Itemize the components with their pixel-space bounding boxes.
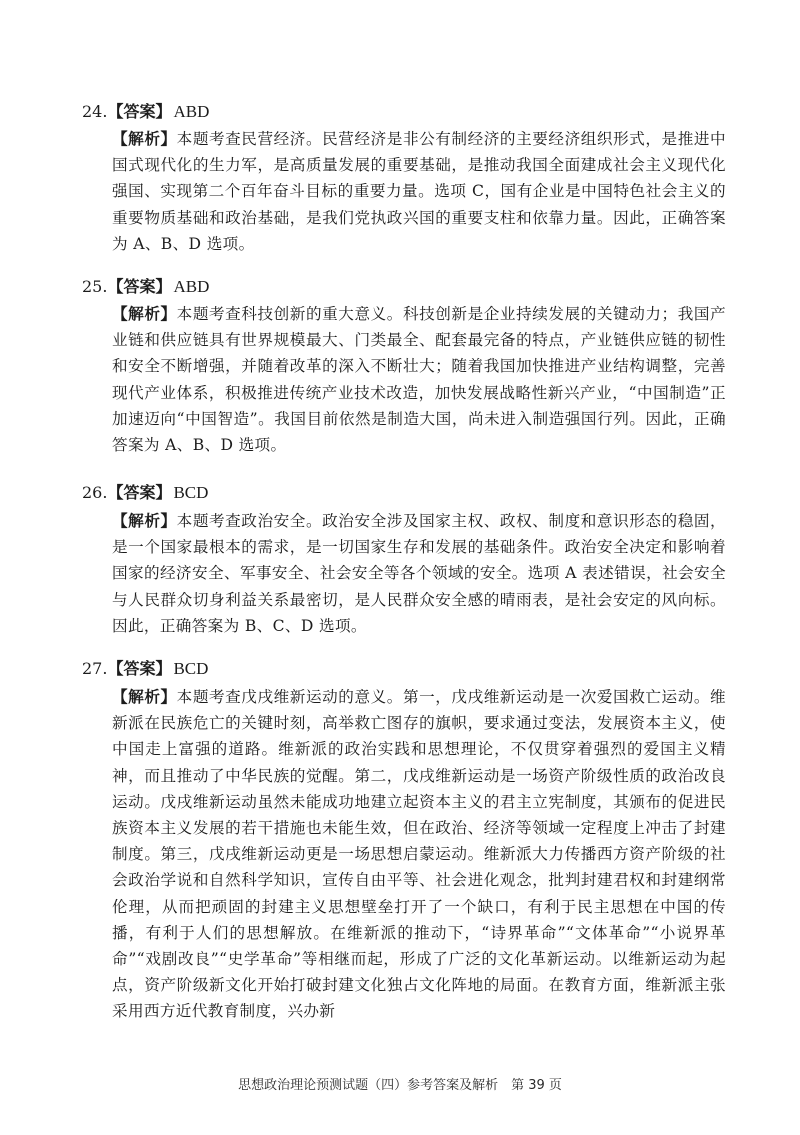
analysis-tag: 【解析】 (112, 511, 177, 530)
answer-line-27 (82, 656, 208, 682)
answer-tag: 【答案】 (107, 483, 172, 502)
question-number: 24. (82, 102, 108, 121)
analysis-paragraph-26 (112, 508, 726, 639)
question-number: 25. (82, 277, 108, 296)
analysis-text: 本题考查科技创新的重大意义。科技创新是企业持续发展的关键动力；我国产业链和供应链具有世界规模最大、门类最全、配套最完备的特点，产业链供应链的韧性和安全不断增强，并随着改革的深入不断壮大；随着我国加快推进产业结构调整，完善现代产业体系，积极推进传统产业技术改造，加快发展战略性新兴产业，“中国制造”正加速迈向“中国智造”。我国目前依然是制造大国，尚未进入制造强国行列。因此，正确答案为 A、B、D 选项。 (112, 305, 726, 455)
analysis-tag: 【解析】 (112, 304, 177, 323)
analysis-text: 本题考查戊戌维新运动的意义。第一，戊戌维新运动是一次爱国救亡运动。维新派在民族危亡的关键时刻，高举救亡图存的旗帜，要求通过变法，发展资本主义，使中国走上富强的道路。维新派的政治实践和思想理论，不仅贯穿着强烈的爱国主义精神，而且推动了中华民族的觉醒。第二，戊戌维新运动是一场资产阶级性质的政治改良运动。戊戌维新运动虽然未能成功地建立起资本主义的君主立宪制度，其颁布的促进民族资本主义发展的若干措施也未能生效，但在政治、经济等领域一定程度上冲击了封建制度。第三，戊戌维新运动更是一场思想启蒙运动。维新派大力传播西方资产阶级的社会政治学说和自然科学知识，宣传自由平等、社会进化观念，批判封建君权和封建纲常伦理，从而把顽固的封建主义思想壁垒打开了一个缺口，有利于民主思想在中国的传播，有利于人们的思想解放。在维新派的推动下，“诗界革命”“文体革命”“小说界革命”“戏剧改良”“史学革命”等相继而起，形成了广泛的文化革新运动。以维新运动为起点，资产阶级新文化开始打破封建文化独占文化阵地的局面。在教育方面，维新派主张采用西方近代教育制度，兴办新 (112, 688, 726, 1021)
answer-line-25 (82, 274, 209, 300)
analysis-paragraph-25 (112, 301, 726, 458)
question-number: 26. (82, 483, 108, 502)
answer-value: BCD (173, 659, 209, 678)
analysis-tag: 【解析】 (112, 129, 177, 148)
analysis-text: 本题考查政治安全。政治安全涉及国家主权、政权、制度和意识形态的稳固，是一个国家最根本的需求，是一切国家生存和发展的基础条件。政治安全决定和影响着国家的经济安全、军事安全、社会安全等各个领域的安全。选项 A 表述错误，社会安全与人民群众切身利益关系最密切，是人民群众安全感的晴雨表，是社会安定的风向标。因此，正确答案为 B、C、D 选项。 (112, 512, 726, 635)
analysis-paragraph-24 (112, 126, 726, 257)
answer-line-24 (82, 99, 209, 125)
analysis-text: 本题考查民营经济。民营经济是非公有制经济的主要经济组织形式，是推进中国式现代化的生力军，是高质量发展的重要基础，是推动我国全面建成社会主义现代化强国、实现第二个百年奋斗目标的重要力量。选项 C，国有企业是中国特色社会主义的重要物质基础和政治基础，是我们党执政兴国的重要支柱和依靠力量。因此，正确答案为 A、B、D 选项。 (112, 130, 726, 253)
question-number: 27. (82, 659, 108, 678)
answer-tag: 【答案】 (107, 659, 172, 678)
answer-tag: 【答案】 (107, 277, 172, 296)
analysis-paragraph-27 (112, 684, 726, 1025)
analysis-tag: 【解析】 (112, 687, 177, 706)
answer-tag: 【答案】 (107, 102, 172, 121)
answer-value: ABD (173, 277, 210, 296)
answer-value: BCD (173, 483, 209, 502)
answer-value: ABD (173, 102, 210, 121)
answer-line-26 (82, 480, 208, 506)
page-footer: 思想政治理论预测试题（四）参考答案及解析 第 39 页 (238, 1078, 562, 1093)
